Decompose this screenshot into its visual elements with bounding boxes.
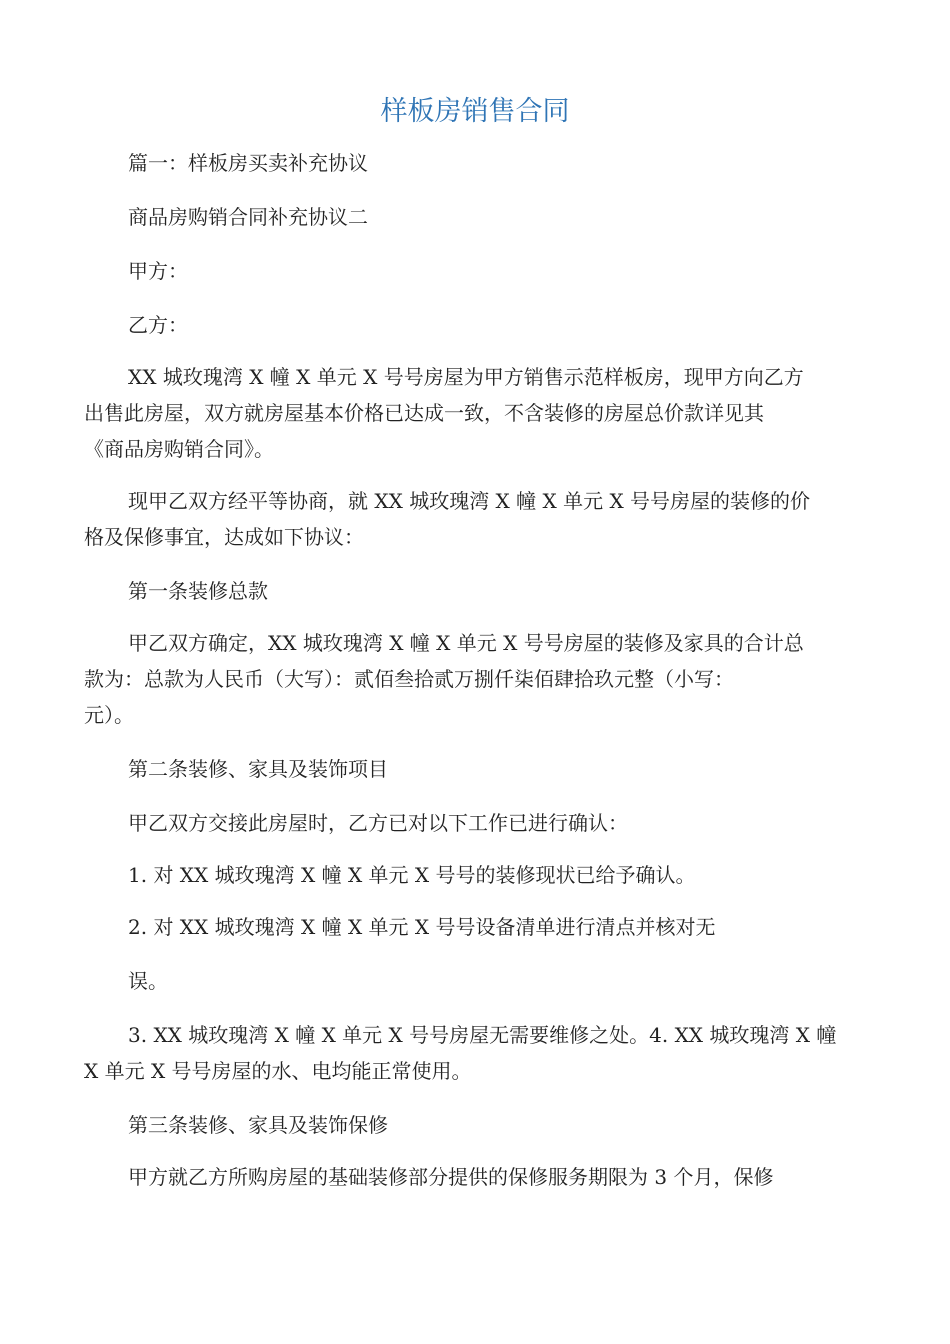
paragraph-line: 甲乙双方交接此房屋时，乙方已对以下工作已进行确认：: [128, 811, 628, 835]
article-two-heading: 第二条装修、家具及装饰项目: [128, 757, 388, 781]
list-item-4-continued: X 单元 X 号号房屋的水、电均能正常使用。: [84, 1059, 472, 1083]
document-title: 样板房销售合同: [380, 96, 570, 127]
party-a-label: 甲方：: [128, 259, 188, 283]
section-heading-part-one: 篇一：样板房买卖补充协议: [128, 151, 368, 175]
list-item-2-continued: 误。: [128, 969, 168, 993]
list-item-3-4: 3. XX 城玫瑰湾 X 幢 X 单元 X 号号房屋无需要维修之处。4. XX 城玫瑰湾 X 幢: [128, 1023, 837, 1047]
article-one-heading: 第一条装修总款: [128, 579, 268, 603]
article-three-heading: 第三条装修、家具及装饰保修: [128, 1113, 388, 1137]
paragraph-line: 甲方就乙方所购房屋的基础装修部分提供的保修服务期限为 3 个月，保修: [128, 1165, 774, 1189]
list-item-2: 2. 对 XX 城玫瑰湾 X 幢 X 单元 X 号号设备清单进行清点并核对无: [128, 915, 716, 939]
paragraph-line: 《商品房购销合同》。: [84, 437, 274, 461]
paragraph-line: 款为：总款为人民币（大写）：贰佰叁拾贰万捌仟柒佰肆拾玖元整（小写：: [84, 667, 734, 691]
paragraph-line: 出售此房屋，双方就房屋基本价格已达成一致，不含装修的房屋总价款详见其: [84, 401, 764, 425]
subtitle-agreement: 商品房购销合同补充协议二: [128, 205, 368, 229]
paragraph-line: 现甲乙双方经平等协商，就 XX 城玫瑰湾 X 幢 X 单元 X 号号房屋的装修的价: [128, 489, 811, 513]
paragraph-line: 元）。: [84, 703, 134, 727]
paragraph-line: XX 城玫瑰湾 X 幢 X 单元 X 号号房屋为甲方销售示范样板房，现甲方向乙方: [128, 365, 804, 389]
paragraph-line: 格及保修事宜，达成如下协议：: [84, 525, 364, 549]
paragraph-line: 甲乙双方确定，XX 城玫瑰湾 X 幢 X 单元 X 号号房屋的装修及家具的合计总: [128, 631, 804, 655]
list-item-1: 1. 对 XX 城玫瑰湾 X 幢 X 单元 X 号号的装修现状已给予确认。: [128, 863, 696, 887]
party-b-label: 乙方：: [128, 313, 188, 337]
